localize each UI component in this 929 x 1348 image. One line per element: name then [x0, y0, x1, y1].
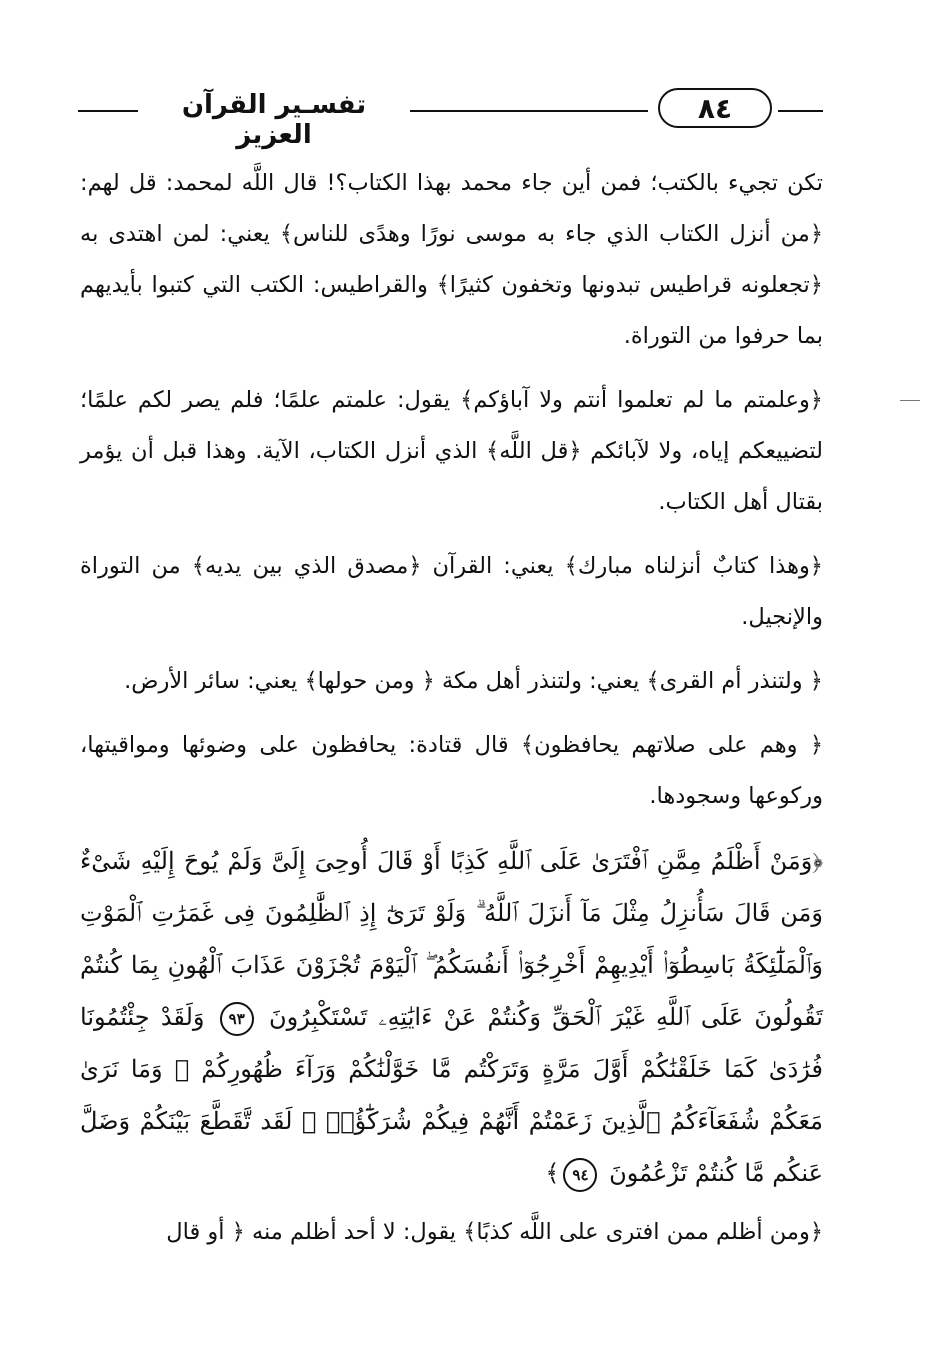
- page-number: ٨٤: [658, 88, 772, 128]
- paragraph-3: ﴿وهذا كتابٌ أنزلناه مبارك﴾ يعني: القرآن ﴿مصدق الذي بين يديه﴾ من التوراة والإنجيل.: [80, 553, 823, 630]
- ayah-number-94: ٩٤: [563, 1158, 597, 1192]
- margin-scan-mark: [900, 400, 920, 401]
- header-rule-left: [78, 110, 138, 112]
- verse-close-bracket: ﴾: [545, 1159, 560, 1187]
- paragraph-1: تكن تجيء بالكتب؛ فمن أين جاء محمد بهذا الكتاب؟! قال اللَّه لمحمد: قل لهم: ﴿من أنزل الكتاب الذي جاء به موسى نورًا وهدًى للناس﴾ يعني: لمن اهتدى به ﴿تجعلونه قراطيس تبدونها وتخفون كثيرًا﴾ والقراطيس: الكتب التي كتبوا بأيديهم بما حرفوا من التوراة.: [80, 170, 823, 349]
- paragraph-4: ﴿ ولتنذر أم القرى﴾ يعني: ولتنذر أهل مكة ﴿ ومن حولها﴾ يعني: سائر الأرض.: [124, 668, 823, 694]
- paragraph-5: ﴿ وهم على صلاتهم يحافظون﴾ قال قتادة: يحافظون على وضوئها ومواقيتها، وركوعها وسجودها.: [80, 732, 823, 809]
- verse-text-93: ﴿وَمَنْ أَظْلَمُ مِمَّنِ ٱفْتَرَىٰ عَلَى ٱللَّهِ كَذِبًا أَوْ قَالَ أُوحِىَ إِلَىَّ وَلَمْ يُوحَ إِلَيْهِ شَىْءٌ وَمَن قَالَ سَأُنزِلُ مِثْلَ مَآ أَنزَلَ ٱللَّهُ ۗ وَلَوْ تَرَىٰٓ إِذِ ٱلظَّٰلِمُونَ فِى غَمَرَٰتِ ٱلْمَوْتِ وَٱلْمَلَٰٓئِكَةُ بَاسِطُوٓا۟ أَيْدِيهِمْ أَخْرِجُوٓا۟ أَنفُسَكُمُ ۖ ٱلْيَوْمَ تُجْزَوْنَ عَذَابَ ٱلْهُونِ بِمَا كُنتُمْ تَقُولُونَ عَلَى ٱللَّهِ غَيْرَ ٱلْحَقِّ وَكُنتُمْ عَنْ ءَايَٰتِهِۦ تَسْتَكْبِرُونَ: [80, 847, 823, 1031]
- ayah-number-93: ٩٣: [220, 1002, 254, 1036]
- page-header: [78, 88, 823, 150]
- book-title: تفسـير القرآن العزيز: [181, 90, 367, 150]
- header-rule-right: [778, 110, 823, 112]
- paragraph-6: ﴿ومن أظلم ممن افترى على اللَّه كذبًا﴾ يقول: لا أحد أظلم منه ﴿ أو قال: [166, 1219, 823, 1245]
- page-body: [80, 158, 823, 1271]
- header-rule-middle: [410, 110, 648, 112]
- quran-verse-block: [80, 835, 823, 1199]
- verse-text-94: وَلَقَدْ جِئْتُمُونَا فُرَٰدَىٰ كَمَا خَلَقْنَٰكُمْ أَوَّلَ مَرَّةٍ وَتَرَكْتُم مَّا خَوَّلْنَٰكُمْ وَرَآءَ ظُهُورِكُمْ ۖ وَمَا نَرَىٰ مَعَكُمْ شُفَعَآءَكُمُ ٱلَّذِينَ زَعَمْتُمْ أَنَّهُمْ فِيكُمْ شُرَكَٰٓؤُا۟ ۚ لَقَد تَّقَطَّعَ بَيْنَكُمْ وَضَلَّ عَنكُم مَّا كُنتُمْ تَزْعُمُونَ: [80, 1003, 823, 1187]
- paragraph-2: ﴿وعلمتم ما لم تعلموا أنتم ولا آباؤكم﴾ يقول: علمتم علمًا؛ فلم يصر لكم علمًا؛ لتضييعكم إياه، ولا لآبائكم ﴿قل اللَّه﴾ الذي أنزل الكتاب، الآية. وهذا قبل أن يؤمر بقتال أهل الكتاب.: [80, 387, 823, 515]
